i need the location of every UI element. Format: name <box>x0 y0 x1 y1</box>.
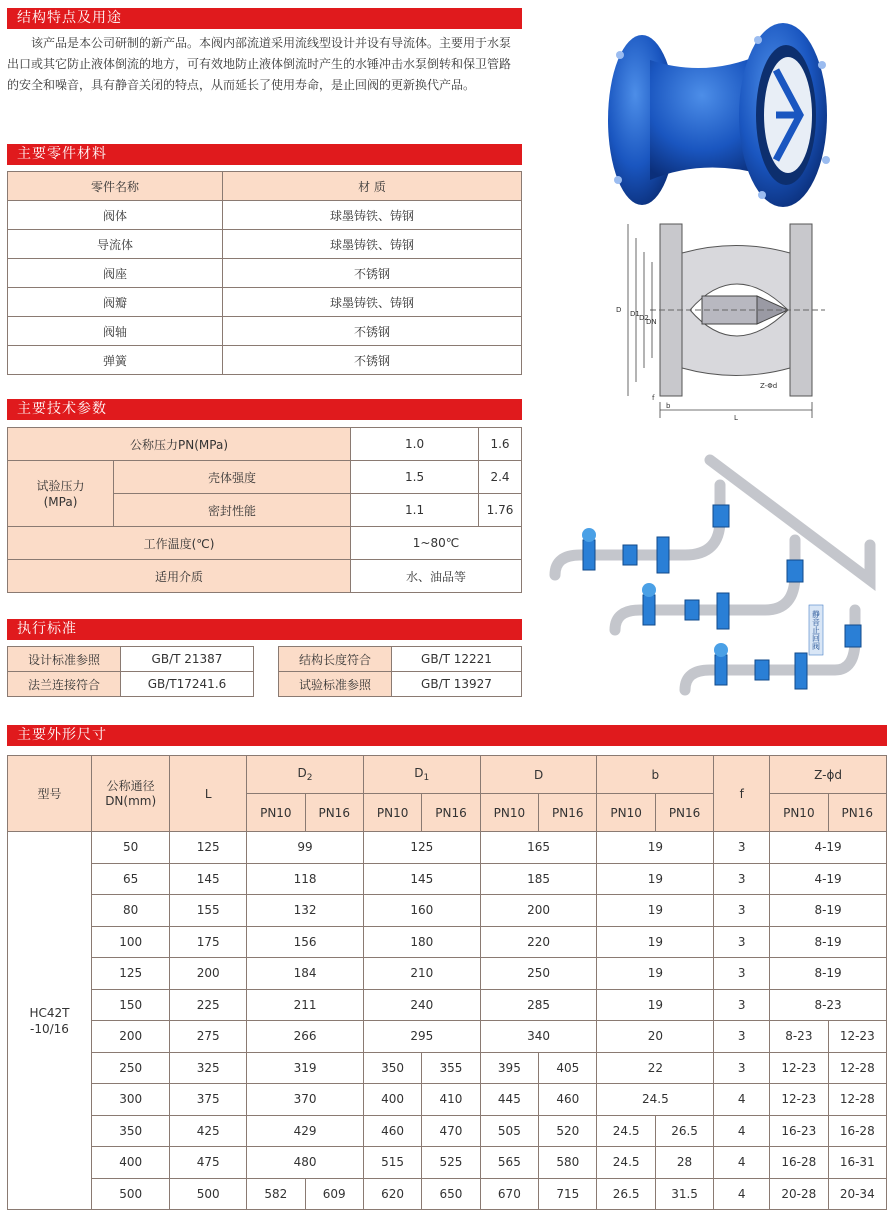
dims-row <box>8 1147 887 1179</box>
dims-cell: 225 <box>170 989 247 1021</box>
label-f: f <box>652 394 655 402</box>
shell-strength-label: 壳体强度 <box>114 461 351 494</box>
dims-cell: 429 <box>247 1115 364 1147</box>
dims-cell: 200 <box>480 895 597 927</box>
dims-cell: 150 <box>91 989 169 1021</box>
seal-value: 1.76 <box>479 494 522 527</box>
dims-cell: 125 <box>363 832 480 864</box>
dims-cell: 50 <box>91 832 169 864</box>
dims-cell: 185 <box>480 863 597 895</box>
dims-cell: 609 <box>305 1178 363 1210</box>
part-name: 阀瓣 <box>8 288 223 317</box>
label-D2: D2 <box>639 314 649 322</box>
dims-header-pn16: PN16 <box>539 794 597 832</box>
standard-label: 法兰连接符合 <box>8 672 121 697</box>
label-L: L <box>734 414 738 422</box>
dims-header-pn16: PN16 <box>305 794 363 832</box>
dims-cell: 20-34 <box>828 1178 886 1210</box>
dims-cell: 400 <box>91 1147 169 1179</box>
dims-row <box>8 863 887 895</box>
dims-cell: 3 <box>714 895 770 927</box>
dims-cell: 8-23 <box>770 989 887 1021</box>
dims-header-D1 <box>363 756 480 794</box>
pn-value: 1.6 <box>479 428 522 461</box>
dimensions-table <box>7 755 887 1210</box>
section-dimensions-title: 主要外形尺寸 <box>7 725 887 746</box>
dims-cell: 250 <box>480 958 597 990</box>
dims-header-D1-main: D <box>414 766 424 780</box>
dims-header-pn16: PN16 <box>422 794 480 832</box>
dims-header-D2-sub: 2 <box>306 773 313 783</box>
dims-cell: 410 <box>422 1084 480 1116</box>
dims-cell: 155 <box>170 895 247 927</box>
medium-value: 水、油品等 <box>351 560 522 593</box>
dims-cell: 582 <box>247 1178 305 1210</box>
tech-table <box>7 427 522 593</box>
dims-cell: 16-28 <box>828 1115 886 1147</box>
section-tech-title: 主要技术参数 <box>7 399 522 420</box>
dims-cell: 3 <box>714 958 770 990</box>
dims-cell: 4 <box>714 1147 770 1179</box>
dims-cell: 460 <box>363 1115 421 1147</box>
section-features-title: 结构特点及用途 <box>7 8 522 29</box>
dims-cell: 210 <box>363 958 480 990</box>
dims-cell: 445 <box>480 1084 538 1116</box>
materials-table <box>7 171 522 375</box>
dims-cell: 19 <box>597 989 714 1021</box>
dims-cell: 3 <box>714 832 770 864</box>
dims-cell: 405 <box>539 1052 597 1084</box>
dims-header-D1-sub: 1 <box>423 773 430 783</box>
dims-cell: 715 <box>539 1178 597 1210</box>
valve-cross-section-drawing <box>610 218 840 423</box>
valve-photo <box>590 10 835 210</box>
dims-cell: 8-19 <box>770 895 887 927</box>
dims-cell: 19 <box>597 895 714 927</box>
dims-cell: 65 <box>91 863 169 895</box>
dims-cell: 515 <box>363 1147 421 1179</box>
dims-row <box>8 895 887 927</box>
test-pressure-label-2: (MPa) <box>43 494 78 509</box>
dims-cell: 4 <box>714 1115 770 1147</box>
dims-cell: 4-19 <box>770 832 887 864</box>
dims-row <box>8 1052 887 1084</box>
dims-cell: 24.5 <box>597 1147 655 1179</box>
dims-row <box>8 926 887 958</box>
part-material: 球墨铸铁、铸钢 <box>223 288 522 317</box>
dims-header-b: b <box>597 756 714 794</box>
part-material: 不锈钢 <box>223 317 522 346</box>
dims-cell: 100 <box>91 926 169 958</box>
dims-cell: 22 <box>597 1052 714 1084</box>
dims-cell: 12-23 <box>770 1052 828 1084</box>
dims-cell: 184 <box>247 958 364 990</box>
dims-cell: 325 <box>170 1052 247 1084</box>
dims-cell: 620 <box>363 1178 421 1210</box>
dims-cell: 3 <box>714 863 770 895</box>
dims-cell: 3 <box>714 1021 770 1053</box>
dims-cell: 525 <box>422 1147 480 1179</box>
dims-cell: 28 <box>655 1147 713 1179</box>
dims-header-dn-2: DN(mm) <box>105 793 157 808</box>
standard-value: GB/T 21387 <box>121 647 254 672</box>
dims-cell: 250 <box>91 1052 169 1084</box>
dims-cell: 19 <box>597 926 714 958</box>
pn-label: 公称压力PN(MPa) <box>8 428 351 461</box>
dims-cell: 175 <box>170 926 247 958</box>
standard-value: GB/T17241.6 <box>121 672 254 697</box>
dims-cell: 118 <box>247 863 364 895</box>
dims-row <box>8 989 887 1021</box>
label-DN: DN <box>646 318 657 326</box>
dims-cell: 12-28 <box>828 1084 886 1116</box>
dims-model-1: HC42T <box>29 1005 70 1020</box>
dims-row <box>8 1084 887 1116</box>
dims-cell: 520 <box>539 1115 597 1147</box>
dims-cell: 475 <box>170 1147 247 1179</box>
dims-cell: 480 <box>247 1147 364 1179</box>
dims-cell: 12-28 <box>828 1052 886 1084</box>
dims-cell: 395 <box>480 1052 538 1084</box>
dims-cell: 20-28 <box>770 1178 828 1210</box>
dims-cell: 16-23 <box>770 1115 828 1147</box>
intro-text: 该产品是本公司研制的新产品。本阀内部流道采用流线型设计并设有导流体。主要用于水泵出口或其它防止液体倒流的地方，可有效地防止液体倒流时产生的水锤冲击水泵倒转和保卫管路的安全和噪音，具有静音关闭的特点，从而延长了使用寿命，是止回阀的更新换代产品。 <box>7 36 512 92</box>
dims-cell: 470 <box>422 1115 480 1147</box>
dims-cell: 8-23 <box>770 1021 828 1053</box>
dims-cell: 500 <box>91 1178 169 1210</box>
section-standards-title: 执行标准 <box>7 619 522 640</box>
dims-cell: 19 <box>597 958 714 990</box>
dims-cell: 505 <box>480 1115 538 1147</box>
dims-cell: 99 <box>247 832 364 864</box>
dims-cell: 180 <box>363 926 480 958</box>
dims-row <box>8 832 887 864</box>
dims-cell: 319 <box>247 1052 364 1084</box>
dims-cell: 156 <box>247 926 364 958</box>
dims-cell: 24.5 <box>597 1084 714 1116</box>
dims-header-pn10: PN10 <box>247 794 305 832</box>
dims-cell: 275 <box>170 1021 247 1053</box>
label-D1: D1 <box>630 310 640 318</box>
dims-cell: 31.5 <box>655 1178 713 1210</box>
test-pressure-label <box>8 461 114 527</box>
dims-cell: 425 <box>170 1115 247 1147</box>
part-material: 不锈钢 <box>223 259 522 288</box>
dims-header-z: Z-ϕd <box>770 756 887 794</box>
dims-cell: 145 <box>170 863 247 895</box>
dims-cell: 3 <box>714 926 770 958</box>
dims-header-dn <box>91 756 169 832</box>
standard-label: 设计标准参照 <box>8 647 121 672</box>
dims-cell: 565 <box>480 1147 538 1179</box>
dims-header-pn10: PN10 <box>597 794 655 832</box>
dims-cell: 295 <box>363 1021 480 1053</box>
seal-label: 密封性能 <box>114 494 351 527</box>
dims-cell: 125 <box>170 832 247 864</box>
dims-cell: 160 <box>363 895 480 927</box>
shell-strength-value: 1.5 <box>351 461 479 494</box>
dims-cell: 285 <box>480 989 597 1021</box>
medium-label: 适用介质 <box>8 560 351 593</box>
pn-value: 1.0 <box>351 428 479 461</box>
standard-label: 结构长度符合 <box>279 647 392 672</box>
dims-cell: 26.5 <box>597 1178 655 1210</box>
dims-header-L: L <box>170 756 247 832</box>
dims-header-dn-1: 公称通径 <box>106 778 155 793</box>
dims-cell: 340 <box>480 1021 597 1053</box>
dims-cell: 3 <box>714 989 770 1021</box>
dims-cell: 80 <box>91 895 169 927</box>
section-materials-title: 主要零件材料 <box>7 144 522 165</box>
dims-cell: 8-19 <box>770 926 887 958</box>
dims-cell: 650 <box>422 1178 480 1210</box>
test-pressure-label-1: 试验压力 <box>36 478 85 493</box>
dims-row <box>8 1178 887 1210</box>
part-material: 球墨铸铁、铸钢 <box>223 230 522 259</box>
label-D: D <box>616 306 622 314</box>
dims-cell: 24.5 <box>597 1115 655 1147</box>
dims-cell: 200 <box>170 958 247 990</box>
dims-header-pn10: PN10 <box>480 794 538 832</box>
seal-value: 1.1 <box>351 494 479 527</box>
dims-cell: 16-28 <box>770 1147 828 1179</box>
dims-cell: 400 <box>363 1084 421 1116</box>
part-name: 阀体 <box>8 201 223 230</box>
part-name: 阀轴 <box>8 317 223 346</box>
dims-cell: 350 <box>363 1052 421 1084</box>
dims-cell: 19 <box>597 863 714 895</box>
dims-row <box>8 1115 887 1147</box>
dims-cell: 26.5 <box>655 1115 713 1147</box>
dims-row <box>8 1021 887 1053</box>
installation-diagram <box>545 445 885 710</box>
dims-row <box>8 958 887 990</box>
dims-cell: 220 <box>480 926 597 958</box>
dims-cell: 350 <box>91 1115 169 1147</box>
materials-header-material: 材 质 <box>223 172 522 201</box>
dims-cell: 132 <box>247 895 364 927</box>
part-material: 球墨铸铁、铸钢 <box>223 201 522 230</box>
dims-header-D2 <box>247 756 364 794</box>
standards-table-right <box>278 646 522 697</box>
standard-value: GB/T 13927 <box>392 672 522 697</box>
temp-value: 1~80℃ <box>351 527 522 560</box>
dims-cell: 4 <box>714 1178 770 1210</box>
dims-cell: 211 <box>247 989 364 1021</box>
dims-cell: 200 <box>91 1021 169 1053</box>
part-material: 不锈钢 <box>223 346 522 375</box>
dims-cell: 12-23 <box>770 1084 828 1116</box>
dims-cell: 4-19 <box>770 863 887 895</box>
dims-cell: 8-19 <box>770 958 887 990</box>
dims-cell: 240 <box>363 989 480 1021</box>
dims-cell: 16-31 <box>828 1147 886 1179</box>
dims-cell: 370 <box>247 1084 364 1116</box>
dims-header-f: f <box>714 756 770 832</box>
dims-cell: 3 <box>714 1052 770 1084</box>
dims-cell: 165 <box>480 832 597 864</box>
temp-label: 工作温度(℃) <box>8 527 351 560</box>
dims-header-pn10: PN10 <box>770 794 828 832</box>
dims-cell: 266 <box>247 1021 364 1053</box>
standard-label: 试验标准参照 <box>279 672 392 697</box>
dims-cell: 375 <box>170 1084 247 1116</box>
label-b: b <box>666 402 671 410</box>
dims-cell: 355 <box>422 1052 480 1084</box>
label-Z-phi-d: Z-Φd <box>760 382 778 390</box>
dims-header-pn16: PN16 <box>655 794 713 832</box>
dims-header-D: D <box>480 756 597 794</box>
dims-cell: 20 <box>597 1021 714 1053</box>
standard-value: GB/T 12221 <box>392 647 522 672</box>
dims-model-cell <box>8 832 92 1210</box>
part-name: 阀座 <box>8 259 223 288</box>
diagram-flow-label: 静音止回阀 <box>811 610 821 650</box>
dims-cell: 12-23 <box>828 1021 886 1053</box>
dims-model-2: -10/16 <box>30 1021 69 1036</box>
dims-header-pn10: PN10 <box>363 794 421 832</box>
standards-table-left <box>7 646 254 697</box>
dims-header-model: 型号 <box>8 756 92 832</box>
dims-cell: 580 <box>539 1147 597 1179</box>
dims-cell: 500 <box>170 1178 247 1210</box>
part-name: 弹簧 <box>8 346 223 375</box>
shell-strength-value: 2.4 <box>479 461 522 494</box>
dims-cell: 4 <box>714 1084 770 1116</box>
dims-cell: 670 <box>480 1178 538 1210</box>
dims-cell: 300 <box>91 1084 169 1116</box>
dims-header-D2-main: D <box>297 766 307 780</box>
dims-cell: 19 <box>597 832 714 864</box>
dims-cell: 145 <box>363 863 480 895</box>
dims-header-pn16: PN16 <box>828 794 886 832</box>
materials-header-part: 零件名称 <box>8 172 223 201</box>
dims-cell: 460 <box>539 1084 597 1116</box>
dims-cell: 125 <box>91 958 169 990</box>
part-name: 导流体 <box>8 230 223 259</box>
